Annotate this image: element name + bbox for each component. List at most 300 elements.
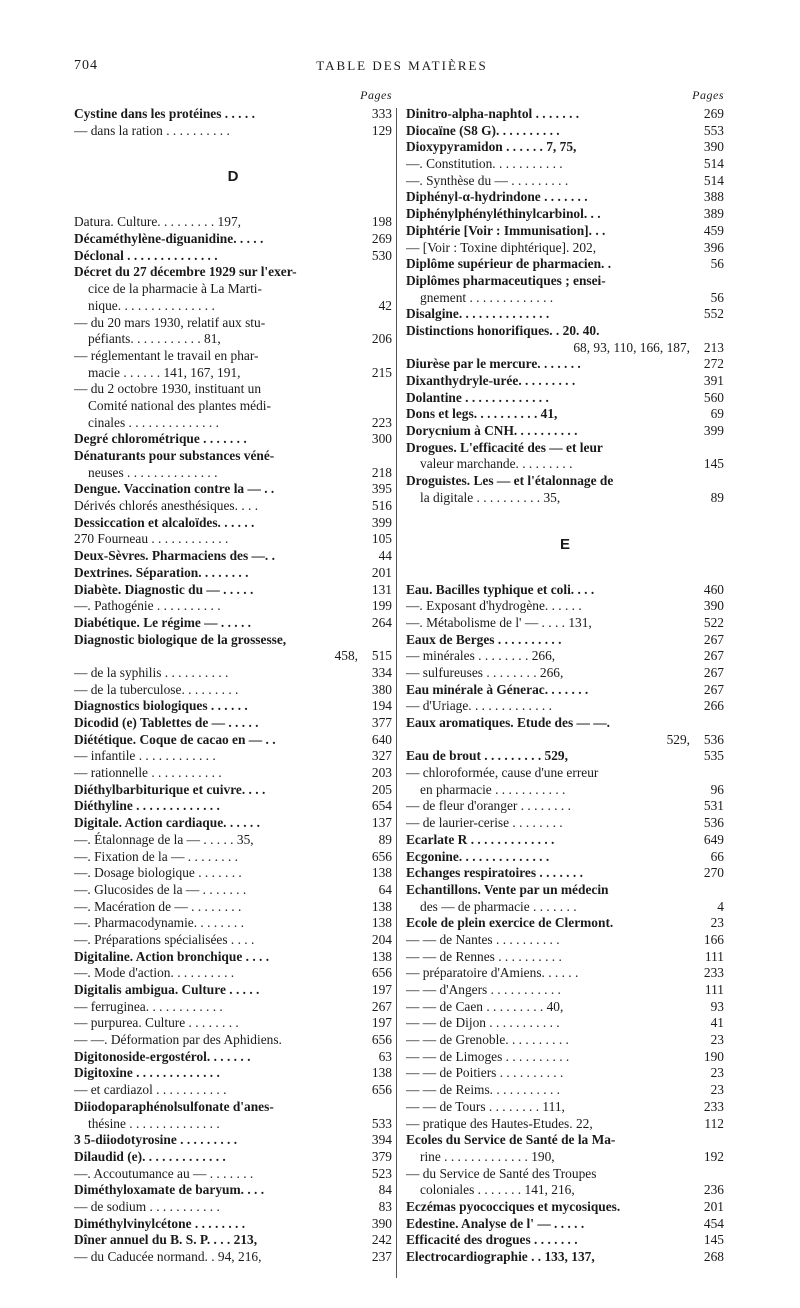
index-entry — [74, 615, 392, 632]
entry-text: Dilaudid (e). . . . . . . . . . . . . — [74, 1148, 226, 1164]
entry-page: 4 — [717, 898, 724, 914]
entry-page: 105 — [371, 531, 392, 547]
index-entry — [406, 715, 724, 732]
entry-page: 389 — [703, 206, 724, 222]
entry-page: 535 — [703, 748, 724, 764]
entry-page: 266 — [703, 698, 724, 714]
entry-page: 530 — [371, 247, 392, 263]
index-entry — [74, 1216, 392, 1233]
index-entry — [74, 648, 392, 665]
entry-page — [358, 632, 392, 649]
index-entry — [74, 1082, 392, 1099]
entry-page: 233 — [703, 1098, 724, 1114]
entry-text: en pharmacie . . . . . . . . . . . — [420, 781, 566, 797]
index-entry — [74, 1232, 392, 1249]
index-entry — [406, 748, 724, 765]
entry-page: 23 — [710, 915, 724, 931]
index-entry — [406, 256, 724, 273]
entry-page: 460 — [703, 581, 724, 597]
entry-text: Dessiccation et alcaloïdes. . . . . . — [74, 514, 255, 530]
entry-page: 89 — [710, 489, 724, 505]
entry-page — [358, 348, 392, 365]
index-entry — [74, 582, 392, 599]
entry-text: —. Pharmacodynamie. . . . . . . . — [74, 915, 244, 931]
index-entry — [74, 264, 392, 281]
entry-page — [358, 398, 392, 415]
index-entry — [406, 106, 724, 123]
index-entry — [74, 431, 392, 448]
entry-page — [358, 1099, 392, 1116]
entry-page: 536 — [703, 731, 724, 747]
index-entry — [74, 932, 392, 949]
entry-text: Dinitro-alpha-naphtol . . . . . . . — [406, 106, 580, 121]
index-entry — [74, 214, 392, 231]
index-entry — [74, 315, 392, 332]
entry-text: Dixanthydryle-urée. . . . . . . . . — [406, 373, 576, 388]
index-entry — [406, 473, 724, 490]
index-entry — [74, 348, 392, 365]
entry-page: 145 — [703, 456, 724, 472]
entry-text: — purpurea. Culture . . . . . . . . — [74, 1015, 239, 1031]
entry-page: 199 — [371, 598, 392, 614]
index-entry — [74, 123, 392, 140]
entry-text: — [Voir : Toxine diphtérique]. 202, — [406, 239, 597, 255]
entry-text: Ecole de plein exercice de Clermont. — [406, 915, 614, 931]
entry-page: 215 — [371, 364, 392, 380]
index-entry — [406, 682, 724, 699]
index-entry — [74, 698, 392, 715]
entry-text: Diméthyloxamate de baryum. . . . — [74, 1182, 265, 1198]
entry-text: Diéthyline . . . . . . . . . . . . . — [74, 798, 220, 814]
entry-page: 138 — [371, 915, 392, 931]
entry-page: 334 — [371, 664, 392, 680]
entry-text: Eczémas pyococciques et mycosiques. — [406, 1198, 621, 1214]
entry-text: —. Fixation de la — . . . . . . . . — [74, 848, 239, 864]
entry-text: Diplôme supérieur de pharmacien. . — [406, 256, 612, 272]
entry-page: 23 — [710, 1032, 724, 1048]
entry-page: 454 — [703, 1215, 724, 1231]
entry-page: 44 — [378, 548, 392, 564]
entry-text: Ecarlate R . . . . . . . . . . . . . — [406, 831, 555, 847]
entry-page: 380 — [371, 681, 392, 697]
index-entry — [74, 1015, 392, 1032]
entry-text: Dolantine . . . . . . . . . . . . . — [406, 389, 549, 405]
entry-text: — chloroformée, cause d'une erreur — [406, 765, 599, 781]
entry-text: — — de Tours . . . . . . . . 111, — [406, 1098, 565, 1114]
entry-text: nique. . . . . . . . . . . . . . . — [88, 297, 215, 313]
entry-text: — de sodium . . . . . . . . . . . — [74, 1198, 220, 1214]
entry-page: 514 — [703, 156, 724, 172]
entry-text: — minérales . . . . . . . . 266, — [406, 648, 556, 664]
entry-page: 522 — [703, 614, 724, 630]
entry-text: Comité national des plantes médi- — [88, 397, 271, 413]
entry-page: 63 — [378, 1048, 392, 1064]
entry-text: Droguistes. Les — et l'étalonnage de — [406, 473, 614, 489]
index-entry — [406, 206, 724, 223]
entry-text: — ferruginea. . . . . . . . . . . . — [74, 998, 223, 1014]
index-entry — [406, 598, 724, 615]
entry-page: 267 — [703, 664, 724, 680]
entry-page: 654 — [371, 798, 392, 814]
index-entry — [406, 732, 724, 749]
index-entry — [406, 1015, 724, 1032]
entry-page: 56 — [710, 289, 724, 305]
entry-page: 300 — [371, 431, 392, 447]
entry-text: Ecoles du Service de Santé de la Ma- — [406, 1132, 616, 1148]
index-entry — [406, 1099, 724, 1116]
entry-page: 223 — [371, 414, 392, 430]
entry-page: 395 — [371, 481, 392, 497]
entry-page: 112 — [704, 1115, 724, 1131]
index-entry — [74, 782, 392, 799]
page-header — [74, 58, 730, 78]
entry-text: 270 Fourneau . . . . . . . . . . . . — [74, 531, 229, 547]
entry-text: Dioxypyramidon . . . . . . 7, 75, — [406, 139, 577, 155]
index-entry — [406, 782, 724, 799]
index-entry — [74, 565, 392, 582]
entry-text: Electrocardiographie . . 133, 137, — [406, 1249, 595, 1264]
entry-text: — — de Rennes . . . . . . . . . . — [406, 948, 562, 964]
entry-text: — — de Limoges . . . . . . . . . . — [406, 1048, 570, 1064]
index-entry — [74, 949, 392, 966]
entry-page: 399 — [703, 423, 724, 439]
entry-page: 388 — [703, 189, 724, 205]
entry-text: Echantillons. Vente par un médecin — [406, 881, 609, 897]
entry-text: — — de Nantes . . . . . . . . . . — [406, 931, 560, 947]
index-entry — [74, 298, 392, 315]
entry-text: — —. Déformation par des Aphidiens. — [74, 1032, 282, 1048]
entry-text: — infantile . . . . . . . . . . . . — [74, 748, 216, 764]
index-entry — [74, 1249, 392, 1266]
entry-text: Diéthylbarbiturique et cuivre. . . . — [74, 781, 266, 797]
right-column — [406, 88, 724, 1266]
entry-page: 270 — [703, 865, 724, 881]
entry-page: 96 — [710, 781, 724, 797]
index-entry — [74, 1149, 392, 1166]
entry-text: Deux-Sèvres. Pharmaciens des —. . — [74, 548, 275, 564]
index-entry — [74, 398, 392, 415]
entry-page: 204 — [371, 931, 392, 947]
entry-text: — — de Grenoble. . . . . . . . . . — [406, 1032, 569, 1048]
entry-text: Eaux aromatiques. Etude des — —. — [406, 715, 610, 730]
entry-text: Eau de brout . . . . . . . . . 529, — [406, 748, 568, 764]
entry-text: — rationnelle . . . . . . . . . . . — [74, 765, 222, 781]
index-entry — [74, 106, 392, 123]
entry-text: Dengue. Vaccination contre la — . . — [74, 481, 275, 497]
entry-text: coloniales . . . . . . . 141, 216, — [420, 1182, 575, 1198]
index-entry — [74, 982, 392, 999]
entry-text: Dons et legs. . . . . . . . . . 41, — [406, 406, 558, 422]
entry-text: 458, — [334, 648, 358, 664]
entry-page: 23 — [710, 1082, 724, 1098]
index-entry — [406, 173, 724, 190]
running-title: TABLE DES MATIÈRES — [316, 58, 488, 73]
entry-page: 267 — [703, 648, 724, 664]
entry-page: 531 — [703, 798, 724, 814]
index-entry — [406, 223, 724, 240]
entry-page: 138 — [371, 1065, 392, 1081]
index-entry — [406, 1132, 724, 1149]
index-entry — [406, 765, 724, 782]
index-entry — [406, 1149, 724, 1166]
index-entry — [406, 798, 724, 815]
index-entry — [74, 682, 392, 699]
entry-page: 516 — [371, 498, 392, 514]
entry-page: 242 — [371, 1232, 392, 1248]
index-entry — [74, 1049, 392, 1066]
entry-page — [690, 440, 724, 457]
entry-page — [690, 323, 724, 340]
entry-text: — préparatoire d'Amiens. . . . . . — [406, 965, 579, 981]
entry-text: gnement . . . . . . . . . . . . . — [420, 289, 554, 305]
entry-page: 333 — [371, 106, 392, 121]
index-entry — [74, 381, 392, 398]
entry-text: — du 2 octobre 1930, instituant un — [74, 381, 262, 397]
entry-page — [690, 273, 724, 290]
entry-page — [358, 281, 392, 298]
entry-text: — — d'Angers . . . . . . . . . . . — [406, 982, 561, 997]
index-entry — [406, 390, 724, 407]
index-entry — [406, 582, 724, 599]
entry-page: 41 — [710, 1015, 724, 1031]
pages-column-label: Pages — [360, 88, 392, 102]
entry-text: — sulfureuses . . . . . . . . 266, — [406, 664, 564, 680]
entry-text: Eau minérale à Génerac. . . . . . . — [406, 681, 589, 697]
index-entry — [74, 1099, 392, 1116]
entry-text: Drogues. L'efficacité des — et leur — [406, 439, 603, 455]
entry-page: 267 — [703, 631, 724, 647]
entry-text: —. Préparations spécialisées . . . . — [74, 931, 255, 947]
index-entry — [74, 915, 392, 932]
entry-page: 552 — [703, 306, 724, 322]
index-entry — [406, 1182, 724, 1199]
entry-text: la digitale . . . . . . . . . . 35, — [420, 489, 561, 505]
entry-text: — d'Uriage. . . . . . . . . . . . . — [406, 698, 552, 714]
entry-text: —. Macération de — . . . . . . . . — [74, 898, 242, 914]
entry-text: Distinctions honorifiques. . 20. 40. — [406, 322, 600, 338]
entry-page: 197 — [371, 982, 392, 997]
index-entry — [74, 865, 392, 882]
entry-page: 377 — [371, 715, 392, 730]
index-entry — [74, 849, 392, 866]
entry-page — [690, 765, 724, 782]
entry-page: 391 — [703, 373, 724, 388]
index-entry — [406, 356, 724, 373]
entry-page: 514 — [703, 172, 724, 188]
entry-text: Cystine dans les protéines . . . . . — [74, 106, 255, 121]
entry-page: 166 — [703, 931, 724, 947]
entry-text: 3 5-diiodotyrosine . . . . . . . . . — [74, 1132, 238, 1148]
index-entry — [74, 1182, 392, 1199]
index-entry — [74, 999, 392, 1016]
entry-text: Diphényl-α-hydrindone . . . . . . . — [406, 189, 588, 205]
index-entry — [406, 1216, 724, 1233]
entry-text: Efficacité des drogues . . . . . . . — [406, 1232, 578, 1248]
entry-page: 396 — [703, 239, 724, 255]
entry-page: 649 — [703, 831, 724, 847]
entry-text: des — de pharmacie . . . . . . . — [420, 898, 577, 914]
index-entry — [406, 423, 724, 440]
entry-text: — de la tuberculose. . . . . . . . . — [74, 681, 239, 697]
index-entry — [74, 515, 392, 532]
entry-page — [358, 264, 392, 281]
entry-page: 129 — [371, 122, 392, 138]
index-entry — [74, 548, 392, 565]
entry-page: 69 — [710, 406, 724, 422]
index-entry — [74, 1132, 392, 1149]
entry-page: 523 — [371, 1165, 392, 1181]
entry-text: Degré chlorométrique . . . . . . . — [74, 431, 247, 447]
entry-page: 656 — [371, 965, 392, 981]
entry-page — [690, 1132, 724, 1149]
index-entry — [74, 765, 392, 782]
index-entry — [406, 373, 724, 390]
index-entry — [74, 1065, 392, 1082]
entry-page — [690, 882, 724, 899]
index-entry — [74, 815, 392, 832]
entry-page — [690, 473, 724, 490]
entry-page: 379 — [371, 1148, 392, 1164]
entry-text: —. Glucosides de la — . . . . . . . — [74, 881, 247, 897]
entry-text: valeur marchande. . . . . . . . . — [420, 456, 573, 472]
index-entry — [406, 340, 724, 357]
entry-page: 533 — [371, 1115, 392, 1131]
entry-page: 656 — [371, 848, 392, 864]
entry-page: 237 — [371, 1249, 392, 1264]
index-entry — [406, 290, 724, 307]
index-entry — [406, 440, 724, 457]
index-entry — [406, 949, 724, 966]
entry-page: 192 — [703, 1148, 724, 1164]
index-entry — [74, 248, 392, 265]
index-entry — [74, 498, 392, 515]
entry-text: Dénaturants pour substances véné- — [74, 448, 275, 463]
entry-page: 42 — [378, 297, 392, 313]
entry-text: —. Étalonnage de la — . . . . . 35, — [74, 831, 254, 847]
entry-text: Dîner annuel du B. S. P. . . . 213, — [74, 1232, 258, 1248]
entry-page: 56 — [710, 256, 724, 272]
index-entry — [74, 1199, 392, 1216]
entry-text: cinales . . . . . . . . . . . . . . — [88, 414, 219, 430]
index-entry — [406, 240, 724, 257]
entry-text: —. Accoutumance au — . . . . . . . — [74, 1165, 254, 1181]
index-entry — [406, 323, 724, 340]
index-entry — [406, 1249, 724, 1266]
index-entry — [406, 490, 724, 507]
entry-text: Digitale. Action cardiaque. . . . . . — [74, 815, 260, 831]
entry-text: —. Dosage biologique . . . . . . . — [74, 865, 242, 881]
index-entry — [74, 598, 392, 615]
index-entry — [74, 365, 392, 382]
index-entry — [406, 932, 724, 949]
index-entry — [74, 1032, 392, 1049]
index-entry — [406, 665, 724, 682]
index-entry — [406, 632, 724, 649]
index-entry — [74, 481, 392, 498]
entry-text: macie . . . . . . 141, 167, 191, — [88, 364, 241, 380]
entry-page: 64 — [378, 881, 392, 897]
entry-text: Diiodoparaphénolsulfonate d'anes- — [74, 1098, 274, 1114]
index-entry — [406, 982, 724, 999]
index-entry — [74, 465, 392, 482]
entry-text: cice de la pharmacie à La Marti- — [88, 281, 262, 297]
entry-page: 394 — [371, 1132, 392, 1148]
entry-text: —. Exposant d'hydrogène. . . . . . — [406, 598, 582, 614]
entry-text: —. Métabolisme de l' — . . . . 131, — [406, 614, 592, 630]
entry-text: — de laurier-cerise . . . . . . . . — [406, 815, 563, 831]
entry-page: 131 — [371, 581, 392, 597]
entry-text: 529, — [666, 731, 690, 747]
entry-page: 201 — [371, 564, 392, 580]
entry-page: 83 — [378, 1198, 392, 1214]
entry-text: Diabète. Diagnostic du — . . . . . — [74, 581, 254, 597]
entry-page: 640 — [371, 731, 392, 747]
entry-text: Diurèse par le mercure. . . . . . . — [406, 356, 581, 372]
entry-page: 390 — [703, 598, 724, 614]
entry-page: 66 — [710, 848, 724, 864]
entry-text: —. Synthèse du — . . . . . . . . . — [406, 172, 569, 188]
index-entry — [406, 273, 724, 290]
entry-text: Diabétique. Le régime — . . . . . — [74, 614, 252, 630]
index-entry — [406, 456, 724, 473]
entry-text: — — de Poitiers . . . . . . . . . . — [406, 1065, 564, 1081]
page-number: 704 — [74, 58, 98, 73]
entry-text: rine . . . . . . . . . . . . . 190, — [420, 1148, 555, 1164]
index-entry — [74, 798, 392, 815]
index-entry — [406, 1232, 724, 1249]
entry-text: Dorycnium à CNH. . . . . . . . . . — [406, 423, 578, 439]
entry-page: 84 — [378, 1182, 392, 1198]
entry-text: — — de Reims. . . . . . . . . . . — [406, 1082, 560, 1098]
entry-text: Diagnostic biologique de la grossesse, — [74, 631, 287, 647]
entry-page: 272 — [703, 356, 724, 372]
index-entry — [406, 698, 724, 715]
section-letter: D — [227, 168, 239, 186]
entry-text: — pratique des Hautes-Etudes. 22, — [406, 1115, 593, 1131]
entry-text: Diphtérie [Voir : Immunisation]. . . — [406, 222, 606, 238]
entry-page: 138 — [371, 948, 392, 964]
index-entry — [406, 965, 724, 982]
entry-text: Diététique. Coque de cacao en — . . — [74, 731, 276, 747]
entry-page: 111 — [704, 948, 724, 964]
index-entry — [406, 1116, 724, 1133]
entry-page: 268 — [703, 1249, 724, 1264]
entry-page: 233 — [703, 965, 724, 981]
entry-page: 399 — [371, 514, 392, 530]
index-entry — [406, 915, 724, 932]
pages-column-label: Pages — [692, 88, 724, 102]
index-entry — [406, 999, 724, 1016]
index-entry — [406, 306, 724, 323]
index-entry — [74, 965, 392, 982]
section-letter: E — [559, 535, 570, 553]
entry-page: 206 — [371, 331, 392, 347]
index-entry — [74, 1116, 392, 1133]
entry-text: — du 20 mars 1930, relatif aux stu- — [74, 314, 266, 330]
entry-page: 213 — [703, 339, 724, 355]
index-entry — [74, 748, 392, 765]
entry-page — [690, 1166, 724, 1183]
entry-page: 269 — [371, 231, 392, 247]
index-entry — [74, 281, 392, 298]
entry-page: 111 — [704, 982, 724, 997]
entry-page: 269 — [703, 106, 724, 121]
entry-text: Diphénylphényléthinylcarbinol. . . — [406, 206, 601, 222]
entry-page: 138 — [371, 898, 392, 914]
entry-page: 656 — [371, 1032, 392, 1048]
entry-text: Echanges respiratoires . . . . . . . — [406, 865, 583, 881]
entry-text: thésine . . . . . . . . . . . . . . — [88, 1115, 220, 1131]
